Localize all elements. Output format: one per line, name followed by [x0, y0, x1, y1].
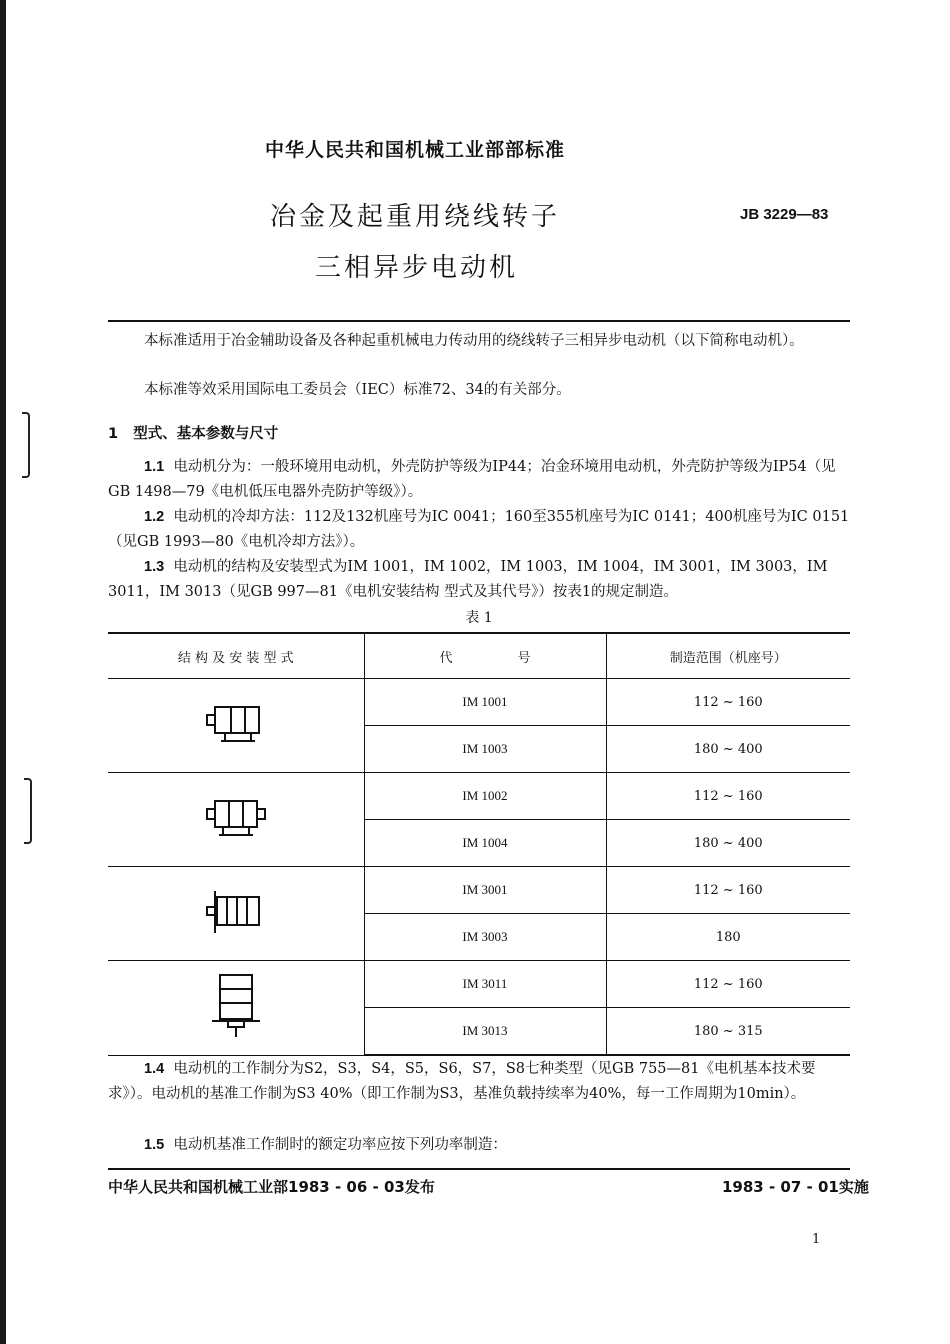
range-cell: 180 ~ 400	[606, 726, 850, 773]
code-cell: IM 1001	[364, 679, 606, 726]
range-cell: 180 ~ 315	[606, 1008, 850, 1056]
margin-bracket	[22, 412, 30, 478]
clause-text: 电动机的结构及安装型式为IM 1001，IM 1002，IM 1003，IM 1004，IM 3001，IM 3003，IM 3011，IM 3013（见GB 997—81《电机安装结构 型式及其代号》）按表1的规定制造。	[108, 559, 828, 600]
code-cell: IM 3013	[364, 1008, 606, 1056]
footer-rule	[108, 1168, 850, 1170]
clause-number: 1.4	[144, 1061, 165, 1077]
range-cell: 180 ~ 400	[606, 820, 850, 867]
col-header-range: 制造范围（机座号）	[606, 633, 850, 679]
clause-1-1	[108, 455, 850, 505]
code-cell: IM 3001	[364, 867, 606, 914]
structure-cell	[108, 679, 364, 773]
clause-1-5	[108, 1133, 850, 1158]
range-cell: 112 ~ 160	[606, 679, 850, 726]
structure-cell	[108, 867, 364, 961]
table-row	[108, 679, 850, 726]
code-cell: IM 1003	[364, 726, 606, 773]
scan-edge	[0, 0, 6, 1344]
table-row	[108, 867, 850, 914]
table-header-row	[108, 633, 850, 679]
col-header-code: 代 号	[364, 633, 606, 679]
range-cell: 112 ~ 160	[606, 867, 850, 914]
table-row	[108, 961, 850, 1008]
range-cell: 112 ~ 160	[606, 961, 850, 1008]
header-rule	[108, 320, 850, 322]
clause-number: 1.5	[144, 1137, 165, 1153]
margin-bracket	[24, 778, 32, 844]
clause-text: 电动机基准工作制时的额定功率应按下列功率制造：	[173, 1137, 507, 1153]
range-cell: 180	[606, 914, 850, 961]
intro-paragraph: 本标准等效采用国际电工委员会（IEC）标准72、34的有关部分。	[144, 382, 571, 398]
clause-number: 1.1	[144, 459, 165, 475]
clause-1-3	[108, 555, 850, 605]
flange-mounted-motor-icon	[201, 887, 271, 937]
document-title-line1: 冶金及起重用绕线转子	[270, 202, 561, 232]
foot-mounted-motor-icon	[201, 699, 271, 749]
structure-cell	[108, 773, 364, 867]
table-caption: 表 1	[465, 610, 493, 626]
intro-paragraph: 本标准适用于冶金辅助设备及各种起重机械电力传动用的绕线转子三相异步电动机（以下简称电动机）。	[144, 333, 804, 349]
effective-date: 1983 - 07 - 01实施	[722, 1178, 869, 1196]
issuing-organization: 中华人民共和国机械工业部部标准	[264, 139, 565, 161]
table-1	[108, 632, 850, 1056]
table-row	[108, 773, 850, 820]
col-header-structure: 结 构 及 安 装 型 式	[108, 633, 364, 679]
clause-text: 电动机的冷却方法：112及132机座号为IC 0041；160至355机座号为IC 0141；400机座号为IC 0151（见GB 1993—80《电机冷却方法》）。	[108, 509, 850, 550]
foot-mounted-double-shaft-motor-icon	[201, 793, 271, 843]
code-cell: IM 1002	[364, 773, 606, 820]
code-cell: IM 3003	[364, 914, 606, 961]
clause-number: 1.3	[144, 559, 165, 575]
publish-date: 中华人民共和国机械工业部1983 - 06 - 03发布	[108, 1178, 435, 1196]
clause-text: 电动机的工作制分为S2，S3，S4，S5，S6，S7，S8七种类型（见GB 755—81《电机基本技术要求》）。电动机的基准工作制为S3 40%（即工作制为S3，基准负载持续率为40%，每一工作周期为10min）。	[108, 1061, 816, 1102]
section-title: 型式、基本参数与尺寸	[133, 426, 279, 442]
section-heading	[108, 422, 278, 443]
range-cell: 112 ~ 160	[606, 773, 850, 820]
code-cell: IM 1004	[364, 820, 606, 867]
vertical-flange-motor-icon	[206, 971, 266, 1041]
standard-code: JB 3229—83	[740, 206, 829, 223]
code-cell: IM 3011	[364, 961, 606, 1008]
clause-1-4	[108, 1057, 850, 1107]
document-title-line2: 三相异步电动机	[315, 253, 519, 283]
section-number: 1	[108, 426, 119, 442]
structure-cell	[108, 961, 364, 1056]
page-number: 1	[812, 1232, 821, 1247]
clause-1-2	[108, 505, 850, 555]
clause-number: 1.2	[144, 509, 165, 525]
clause-text: 电动机分为：一般环境用电动机，外壳防护等级为IP44；冶金环境用电动机，外壳防护等级为IP54（见GB 1498—79《电机低压电器外壳防护等级》）。	[108, 459, 836, 500]
